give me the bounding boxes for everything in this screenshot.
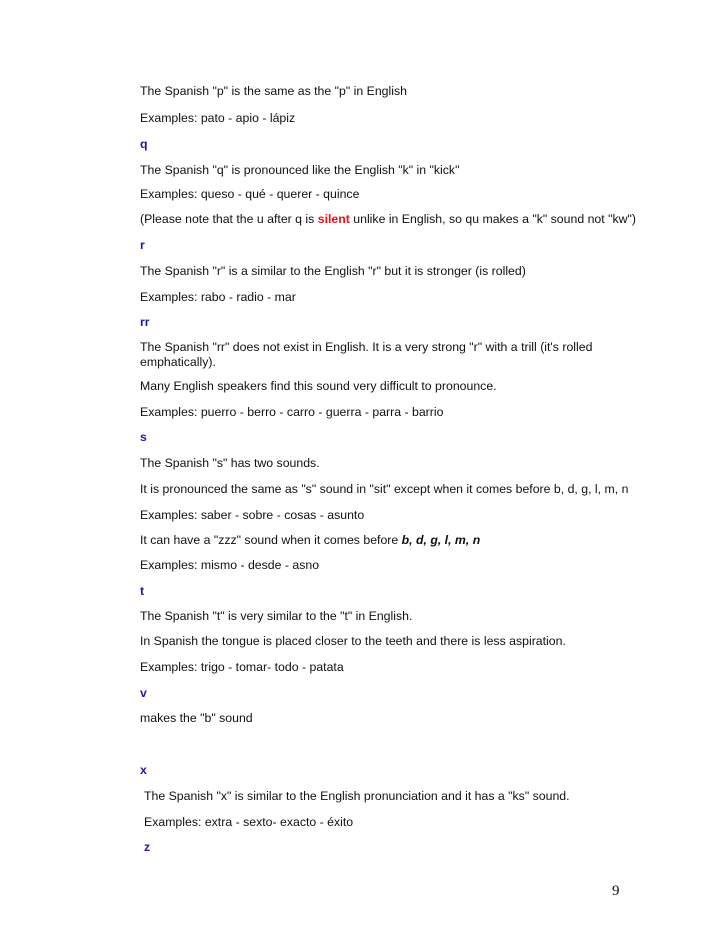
s-examples-2: Examples: mismo - desde - asno <box>140 558 320 572</box>
q-note-pre: (Please note that the u after q is <box>140 212 318 226</box>
x-examples: Examples: extra - sexto- exacto - éxito <box>144 815 354 829</box>
q-note-post: unlike in English, so qu makes a "k" sound not "kw") <box>349 212 636 226</box>
z-heading: z <box>144 840 151 854</box>
rr-note: Many English speakers find this sound very difficult to pronounce. <box>140 379 497 393</box>
x-heading: x <box>140 763 147 777</box>
t-description: The Spanish "t" is very similar to the "t" in English. <box>140 609 413 623</box>
p-description: The Spanish "p" is the same as the "p" in English <box>140 84 407 98</box>
s-rule: It is pronounced the same as "s" sound in "sit" except when it comes before b, d, g, l, m, n <box>140 482 629 496</box>
silent-word: silent <box>317 212 350 226</box>
r-examples: Examples: rabo - radio - mar <box>140 290 296 304</box>
q-note <box>140 212 636 227</box>
s-examples-1: Examples: saber - sobre - cosas - asunto <box>140 508 365 522</box>
rr-description: The Spanish "rr" does not exist in English. It is a very strong "r" with a trill (it's rolled emphatically). <box>140 340 593 369</box>
q-description: The Spanish "q" is pronounced like the English "k" in "kick" <box>140 163 460 177</box>
t-heading: t <box>140 584 145 598</box>
q-heading: q <box>140 137 148 151</box>
rr-heading: rr <box>140 315 150 329</box>
r-description: The Spanish "r" is a similar to the English "r" but it is stronger (is rolled) <box>140 264 526 278</box>
page-number: 9 <box>612 883 620 899</box>
s-zzz-letters: b, d, g, l, m, n <box>401 533 481 547</box>
v-description: makes the "b" sound <box>140 711 253 725</box>
s-description: The Spanish "s" has two sounds. <box>140 456 320 470</box>
s-zzz-note <box>140 533 480 548</box>
x-description: The Spanish "x" is similar to the English pronunciation and it has a "ks" sound. <box>144 789 570 803</box>
q-examples: Examples: queso - qué - querer - quince <box>140 187 360 201</box>
t-examples: Examples: trigo - tomar- todo - patata <box>140 660 344 674</box>
t-note: In Spanish the tongue is placed closer to the teeth and there is less aspiration. <box>140 634 566 648</box>
s-heading: s <box>140 430 147 444</box>
r-heading: r <box>140 238 145 252</box>
v-heading: v <box>140 686 147 700</box>
s-zzz-pre: It can have a "zzz" sound when it comes before <box>140 533 402 547</box>
rr-examples: Examples: puerro - berro - carro - guerra - parra - barrio <box>140 405 444 419</box>
p-examples: Examples: pato - apio - lápiz <box>140 111 296 125</box>
